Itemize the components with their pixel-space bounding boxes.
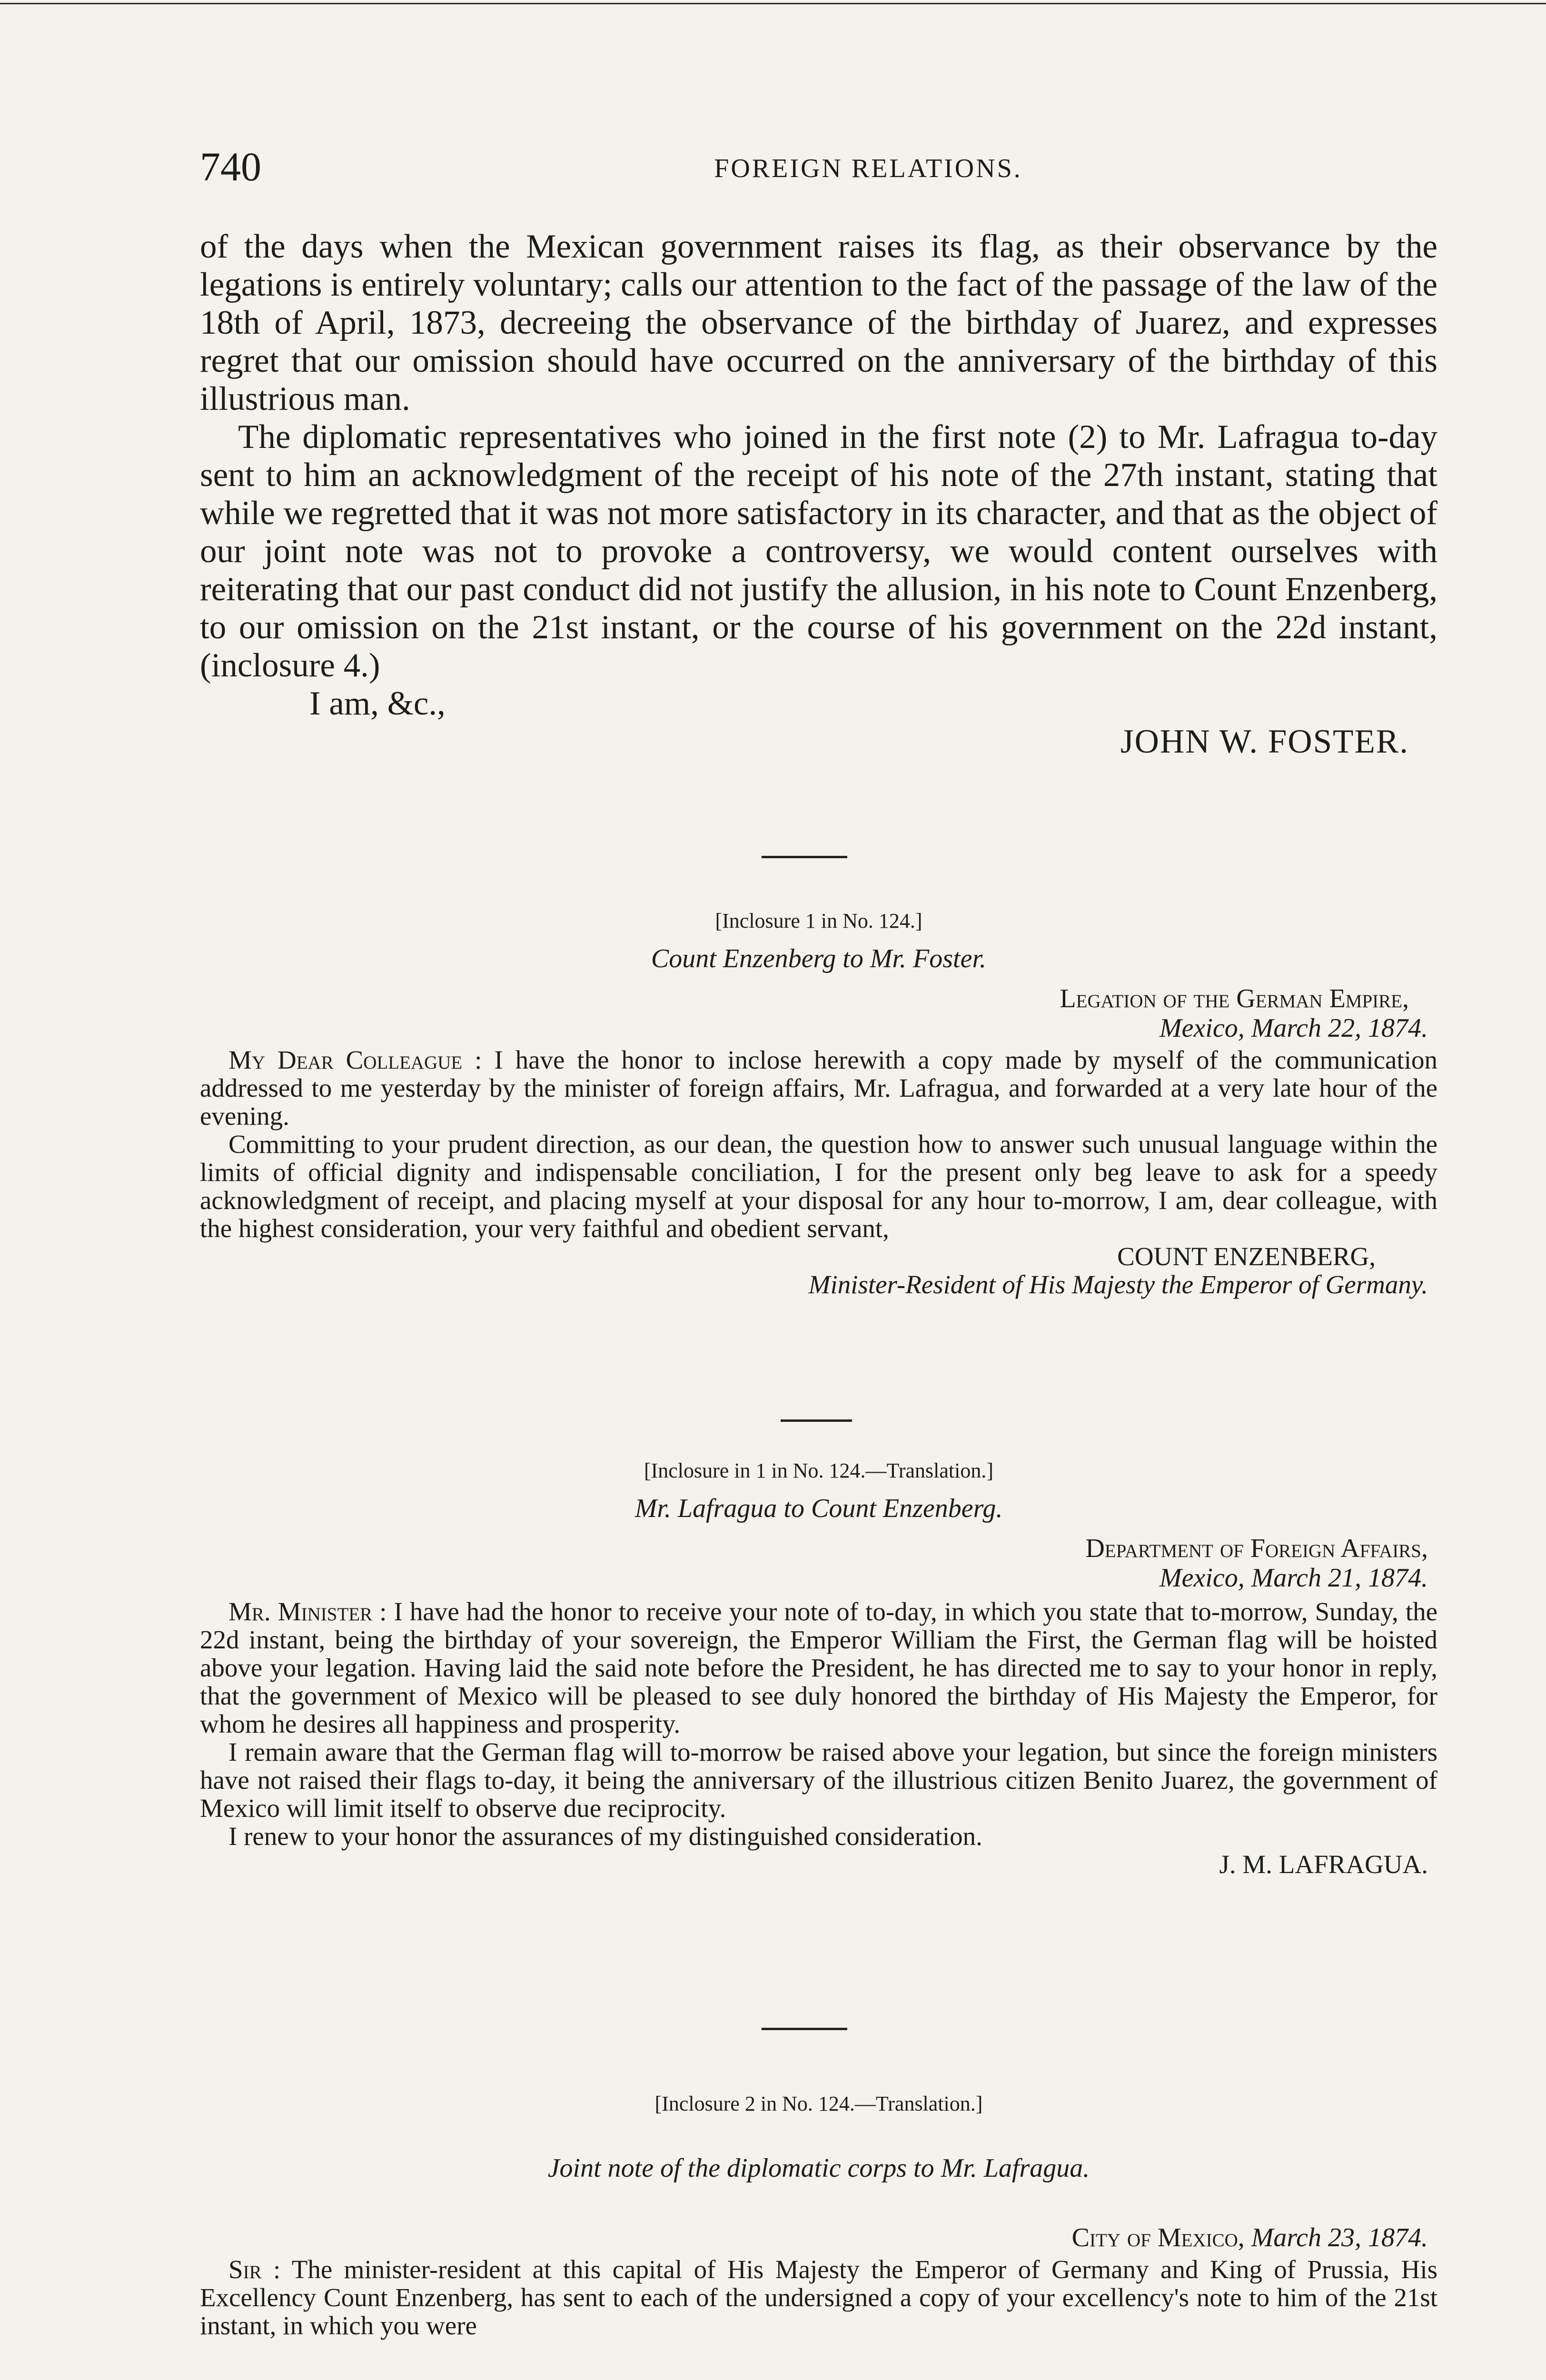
page-number: 740 — [200, 144, 261, 189]
letter-closing: I am, &c., — [309, 685, 446, 722]
letter-body — [200, 228, 1437, 761]
letter-paragraph: I remain aware that the German flag will to-morrow be raised above your legation, but since the foreign ministers have not raised their flags to-day, it being the anniversary of the illustrious citizen Benito Juarez, the government of Mexico will limit itself to observe due reciprocity. — [200, 1737, 1437, 1823]
section-divider — [762, 2028, 847, 2030]
inclosure-label: [Inclosure 1 in No. 124.] — [715, 909, 922, 932]
signature: J. M. LAFRAGUA. — [1219, 1850, 1428, 1879]
letter-paragraph: The minister-resident at this capital of His Majesty the Emperor of Germany and King of Prussia, His Excellency Count Enzenberg, has sent to each of the undersigned a copy of your excellency's note to him of the 21st instant, in which you were — [200, 2255, 1438, 2340]
letter-signature: JOHN W. FOSTER. — [1120, 723, 1409, 760]
signature-title: Minister-Resident of His Majesty the Emperor of Germany. — [808, 1270, 1428, 1299]
inclosure-label: [Inclosure in 1 in No. 124.—Translation.] — [644, 1459, 994, 1482]
dateline-place: City of Mexico, — [1071, 2223, 1245, 2252]
dateline-date: Mexico, March 22, 1874. — [1160, 1013, 1428, 1043]
inclosure-label: [Inclosure 2 in No. 124.—Translation.] — [654, 2092, 983, 2115]
letter-paragraph: I have had the honor to receive your note of to-day, in which you state that to-morrow, Sunday, the 22d instant, being the birthday of your sovereign, the Emperor William the First, the German flag will be hoisted above your legation. Having laid the said note before the President, he has directed me to say to your honor in reply, that the government of Mexico will be pleased to see duly honored the birthday of His Majesty the Emperor, for whom he desires all happiness and prosperity. — [200, 1597, 1438, 1738]
salutation: Mr. Minister : — [228, 1597, 387, 1626]
dateline-date: Mexico, March 21, 1874. — [1160, 1563, 1428, 1593]
running-head: FOREIGN RELATIONS. — [714, 154, 1022, 183]
section-divider — [781, 1419, 852, 1422]
section-divider — [762, 856, 847, 858]
letter-paragraph: Committing to your prudent direction, as our dean, the question how to answer such unusual language within the limits of official dignity and indispensable conciliation, I for the present only beg leave to ask for a speedy acknowledgment of receipt, and placing myself at your disposal for any hour to-morrow, I am, dear colleague, with the highest consideration, your very faithful and obedient servant, — [200, 1130, 1437, 1243]
dateline-date: March 23, 1874. — [1251, 2223, 1428, 2252]
dateline-place: Legation of the German Empire, — [1060, 984, 1409, 1013]
inclosure-1 — [200, 907, 1437, 1299]
letter-paragraph: of the days when the Mexican government raises its flag, as their observance by the legations is entirely voluntary; calls our attention to the fact of the passage of the law of the 18th of April, 1873, decreeing the observance of the birthday of Juarez, and expresses regret that our omission should have occurred on the anniversary of the birthday of this illustrious man. — [200, 228, 1437, 417]
inclosure-2 — [200, 2090, 1437, 2340]
dateline-place: Department of Foreign Affairs, — [1085, 1534, 1428, 1563]
page-header — [200, 143, 1432, 190]
top-border — [0, 3, 1546, 4]
salutation: Sir : — [228, 2255, 281, 2284]
inclosure-title: Count Enzenberg to Mr. Foster. — [651, 944, 987, 973]
letter-paragraph: The diplomatic representatives who joined in the first note (2) to Mr. Lafragua to-day sent to him an acknowledgment of the receipt of his note of the 27th instant, stating that while we regretted that it was not more satisfactory in its character, and that as the object of our joint note was not to provoke a controversy, we would content ourselves with reiterating that our past conduct did not justify the allusion, in his note to Count Enzenberg, to our omission on the 21st instant, or the course of his government on the 22d instant, (inclosure 4.) — [200, 418, 1437, 684]
dateline — [200, 2223, 1437, 2252]
salutation: My Dear Colleague : — [228, 1045, 482, 1074]
letter-paragraph: I have the honor to inclose herewith a copy made by myself of the communication addressed to me yesterday by the minister of foreign affairs, Mr. Lafragua, and forwarded at a very late hour of the evening. — [200, 1045, 1438, 1130]
inclosure-title: Joint note of the diplomatic corps to Mr. Lafragua. — [547, 2153, 1090, 2183]
inclosure-1-translation — [200, 1457, 1437, 1878]
inclosure-title: Mr. Lafragua to Count Enzenberg. — [634, 1494, 1003, 1523]
letter-paragraph: I renew to your honor the assurances of my distinguished consideration. — [228, 1822, 982, 1851]
signature: COUNT ENZENBERG, — [1117, 1242, 1376, 1271]
